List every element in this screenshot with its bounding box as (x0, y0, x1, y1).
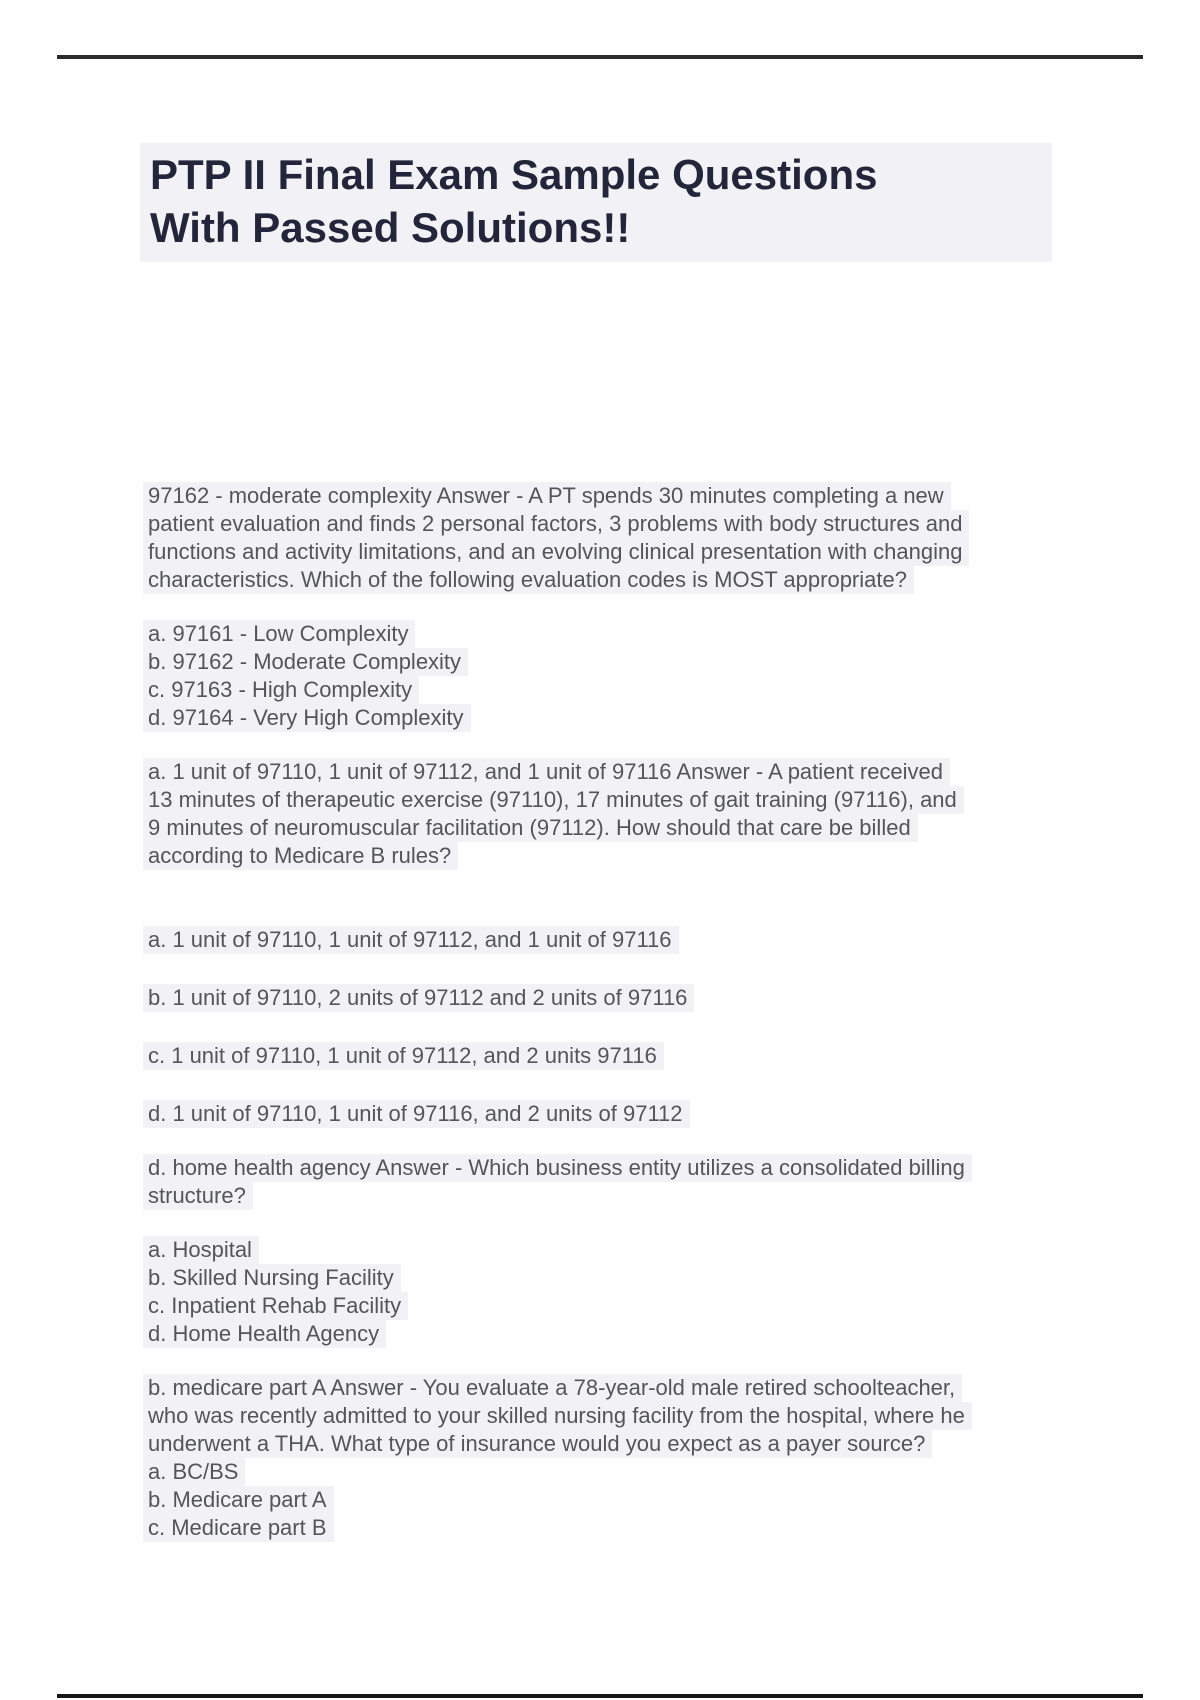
option-line (148, 1458, 1078, 1486)
highlighted-text: underwent a THA. What type of insurance would you expect as a payer source? (143, 1430, 932, 1458)
text-line (148, 814, 1078, 842)
highlighted-text: c. Medicare part B (143, 1514, 334, 1542)
highlighted-text: d. 97164 - Very High Complexity (143, 704, 471, 732)
highlighted-text: 13 minutes of therapeutic exercise (97110), 17 minutes of gait training (97116), and (143, 786, 964, 814)
option-line (148, 1042, 1078, 1070)
document-body (148, 482, 1078, 1542)
highlighted-text: a. 97161 - Low Complexity (143, 620, 415, 648)
option-line (148, 926, 1078, 954)
options-group (148, 1236, 1078, 1348)
options-group (148, 1458, 1078, 1542)
text-line (148, 1402, 1078, 1430)
options-group (148, 620, 1078, 732)
option-line (148, 1514, 1078, 1542)
highlighted-text: 97162 - moderate complexity Answer - A PT spends 30 minutes completing a new (143, 482, 951, 510)
option-line (148, 1292, 1078, 1320)
option-line (148, 1264, 1078, 1292)
option-line (148, 704, 1078, 732)
bottom-rule (57, 1694, 1143, 1698)
page-title-line-1: PTP II Final Exam Sample Questions (150, 151, 878, 198)
question-paragraph (148, 482, 1078, 594)
text-line (148, 1374, 1078, 1402)
highlighted-text: b. 1 unit of 97110, 2 units of 97112 and 2 units of 97116 (143, 984, 694, 1012)
highlighted-text: d. 1 unit of 97110, 1 unit of 97116, and 2 units of 97112 (143, 1100, 690, 1128)
text-line (148, 758, 1078, 786)
highlighted-text: d. home health agency Answer - Which business entity utilizes a consolidated billing (143, 1154, 972, 1182)
text-line (148, 482, 1078, 510)
highlighted-text: d. Home Health Agency (143, 1320, 386, 1348)
highlighted-text: a. 1 unit of 97110, 1 unit of 97112, and 1 unit of 97116 (143, 926, 679, 954)
text-line (148, 510, 1078, 538)
text-line (148, 566, 1078, 594)
highlighted-text: b. Medicare part A (143, 1486, 334, 1514)
text-line (148, 1154, 1078, 1182)
highlighted-text: according to Medicare B rules? (143, 842, 458, 870)
highlighted-text: who was recently admitted to your skilled nursing facility from the hospital, where he (143, 1402, 972, 1430)
highlighted-text: a. Hospital (143, 1236, 259, 1264)
highlighted-text: 9 minutes of neuromuscular facilitation (97112). How should that care be billed (143, 814, 918, 842)
page-title (140, 143, 1052, 262)
highlighted-text: a. 1 unit of 97110, 1 unit of 97112, and 1 unit of 97116 Answer - A patient received (143, 758, 950, 786)
text-line (148, 786, 1078, 814)
highlighted-text: a. BC/BS (143, 1458, 245, 1486)
text-line (148, 538, 1078, 566)
highlighted-text: functions and activity limitations, and an evolving clinical presentation with changing (143, 538, 969, 566)
highlighted-text: b. medicare part A Answer - You evaluate a 78-year-old male retired schoolteacher, (143, 1374, 962, 1402)
options-group (148, 926, 1078, 1128)
option-line (148, 1320, 1078, 1348)
page-title-line-2: With Passed Solutions!! (150, 204, 631, 251)
highlighted-text: characteristics. Which of the following evaluation codes is MOST appropriate? (143, 566, 914, 594)
highlighted-text: c. 1 unit of 97110, 1 unit of 97112, and 2 units 97116 (143, 1042, 664, 1070)
highlighted-text: b. 97162 - Moderate Complexity (143, 648, 468, 676)
option-line (148, 1100, 1078, 1128)
question-paragraph (148, 1374, 1078, 1458)
option-line (148, 1236, 1078, 1264)
highlighted-text: structure? (143, 1182, 253, 1210)
top-rule (57, 55, 1143, 59)
highlighted-text: patient evaluation and finds 2 personal factors, 3 problems with body structures and (143, 510, 969, 538)
question-paragraph (148, 758, 1078, 870)
text-line (148, 842, 1078, 870)
text-line (148, 1430, 1078, 1458)
option-line (148, 648, 1078, 676)
option-line (148, 676, 1078, 704)
question-paragraph (148, 1154, 1078, 1210)
highlighted-text: c. Inpatient Rehab Facility (143, 1292, 408, 1320)
option-line (148, 984, 1078, 1012)
text-line (148, 1182, 1078, 1210)
option-line (148, 1486, 1078, 1514)
highlighted-text: c. 97163 - High Complexity (143, 676, 419, 704)
option-line (148, 620, 1078, 648)
highlighted-text: b. Skilled Nursing Facility (143, 1264, 401, 1292)
